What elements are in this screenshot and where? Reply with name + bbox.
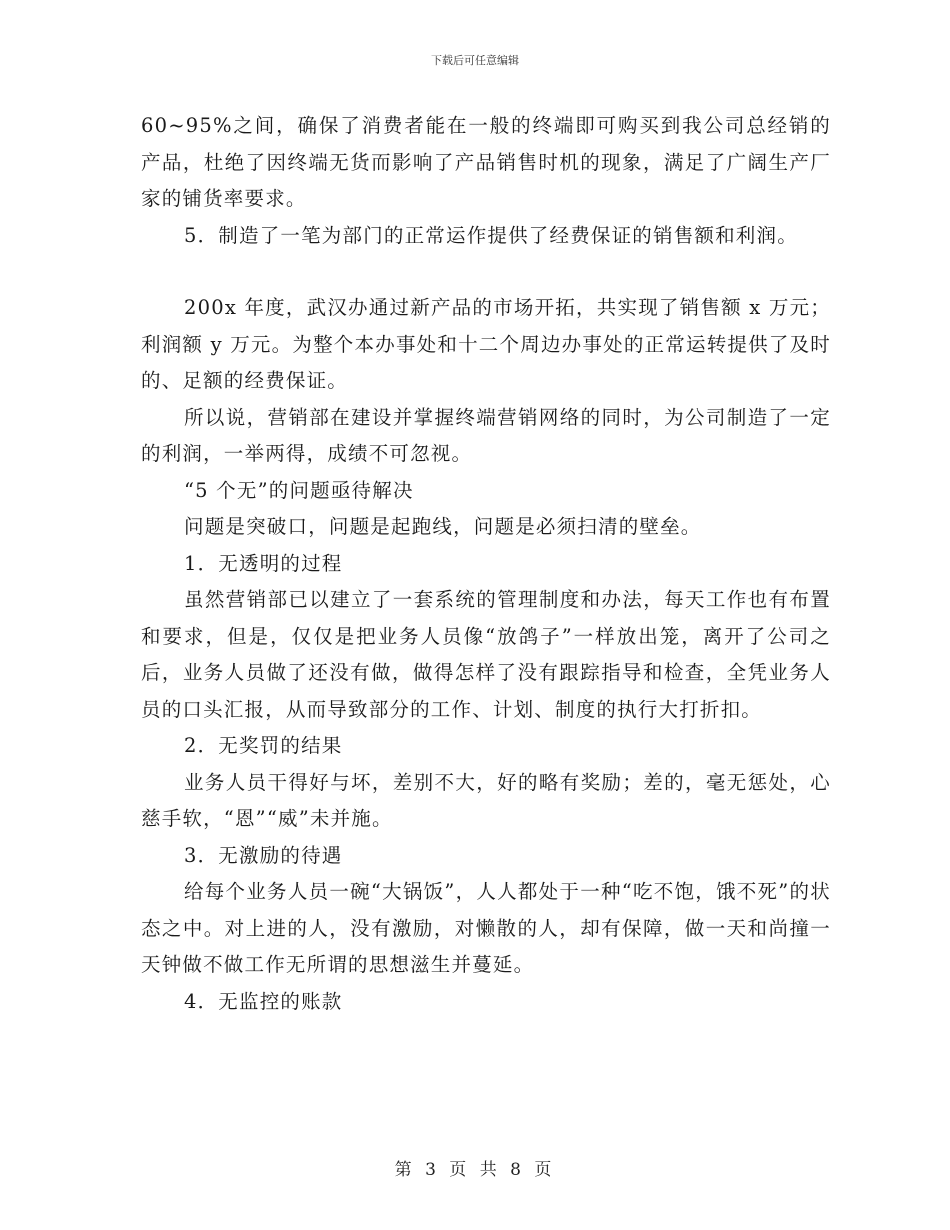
subheading-2: 2．无奖罚的结果 — [184, 734, 343, 757]
paragraph-continuation: 60~95%之间，确保了消费者能在一般的终端即可购买到我公司总经销的产品，杜绝了因终端无货而影响了产品销售时机的现象，满足了广阔生产厂家的铺货率要求。 — [141, 114, 831, 210]
paragraph-conclusion: 所以说，营销部在建设并掌握终端营销网络的同时，为公司制造了一定的利润，一举两得，成绩不可忽视。 — [141, 405, 831, 465]
subheading-3: 3．无激励的待遇 — [184, 843, 343, 867]
subheading-1: 1．无透明的过程 — [184, 551, 343, 575]
page-footer: 第 3 页 共 8 页 — [394, 1160, 556, 1180]
paragraph-item-5: 5．制造了一笔为部门的正常运作提供了经费保证的销售额和利润。 — [184, 223, 798, 247]
paragraph-problem-2: 业务人员干得好与坏，差别不大，好的略有奖励；差的，毫无惩处，心慈手软，“恩”“威”未并施。 — [141, 770, 831, 830]
section-heading-five-problems: “5 个无”的问题亟待解决 — [184, 478, 414, 502]
subheading-4: 4．无监控的账款 — [184, 989, 343, 1013]
paragraph-annual-results: 200x 年度，武汉办通过新产品的市场开拓，共实现了销售额 x 万元；利润额 y 万元。为整个本办事处和十二个周边办事处的正常运转提供了及时的、足额的经费保证。 — [141, 296, 831, 392]
page-header: 下载后可任意编辑 — [431, 54, 519, 67]
paragraph-problem-1: 虽然营销部已以建立了一套系统的管理制度和办法，每天工作也有布置和要求，但是，仅仅是把业务人员像“放鸽子”一样放出笼，离开了公司之后，业务人员做了还没有做，做得怎样了没有跟踪指导和检查，全凭业务人员的口头汇报，从而导致部分的工作、计划、制度的执行大打折扣。 — [141, 588, 831, 721]
paragraph-problem-intro: 问题是突破口，问题是起跑线，问题是必须扫清的壁垒。 — [184, 515, 702, 538]
document-body — [141, 108, 831, 1020]
paragraph-problem-3: 给每个业务人员一碗“大锅饭”，人人都处于一种“吃不饱，饿不死”的状态之中。对上进的人，没有激励，对懒散的人，却有保障，做一天和尚撞一天钟做不做工作无所谓的思想滋生并蔓延。 — [141, 880, 831, 976]
